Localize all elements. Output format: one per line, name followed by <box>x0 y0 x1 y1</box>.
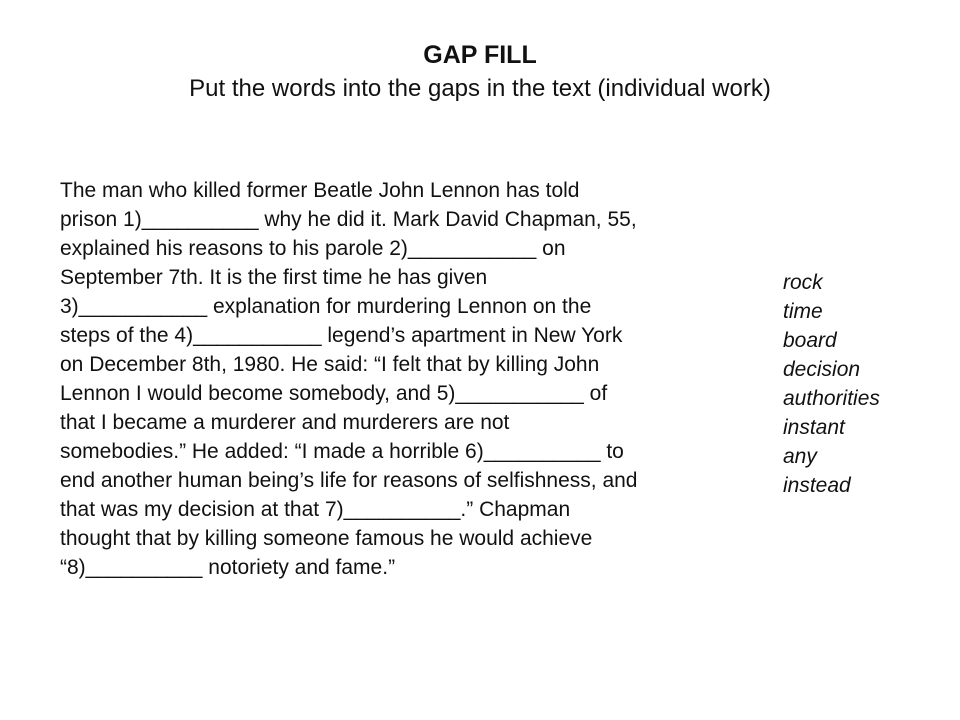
passage-line: somebodies.” He added: “I made a horrible 6)__________ to <box>60 440 624 463</box>
word-bank-item: instant <box>783 416 845 439</box>
word-bank-item: rock <box>783 271 823 294</box>
passage-line: end another human being’s life for reasons of selfishness, and <box>60 469 638 492</box>
word-bank <box>783 268 880 500</box>
passage-line: Lennon I would become somebody, and 5)___________ of <box>60 382 608 405</box>
word-bank-item: authorities <box>783 387 880 410</box>
word-bank-item: time <box>783 300 823 323</box>
word-bank-item: any <box>783 445 817 468</box>
passage-line: “8)__________ notoriety and fame.” <box>60 556 396 579</box>
worksheet-header <box>0 38 960 106</box>
instructions: Put the words into the gaps in the text (individual work) <box>189 75 771 102</box>
passage-line: explained his reasons to his parole 2)___________ on <box>60 237 566 260</box>
word-bank-item: board <box>783 329 837 352</box>
word-bank-item: decision <box>783 358 861 381</box>
passage-line: 3)___________ explanation for murdering Lennon on the <box>60 295 592 318</box>
passage-line: September 7th. It is the first time he has given <box>60 266 488 289</box>
passage-line: on December 8th, 1980. He said: “I felt that by killing John <box>60 353 600 376</box>
passage-line: prison 1)__________ why he did it. Mark David Chapman, 55, <box>60 208 637 231</box>
passage-line: The man who killed former Beatle John Lennon has told <box>60 179 580 202</box>
gap-fill-passage <box>60 176 760 582</box>
passage-line: that I became a murderer and murderers are not <box>60 411 510 434</box>
passage-line: thought that by killing someone famous he would achieve <box>60 527 593 550</box>
page-title: GAP FILL <box>423 41 537 69</box>
word-bank-item: instead <box>783 474 851 497</box>
passage-line: that was my decision at that 7)__________.” Chapman <box>60 498 571 521</box>
passage-line: steps of the 4)___________ legend’s apartment in New York <box>60 324 623 347</box>
